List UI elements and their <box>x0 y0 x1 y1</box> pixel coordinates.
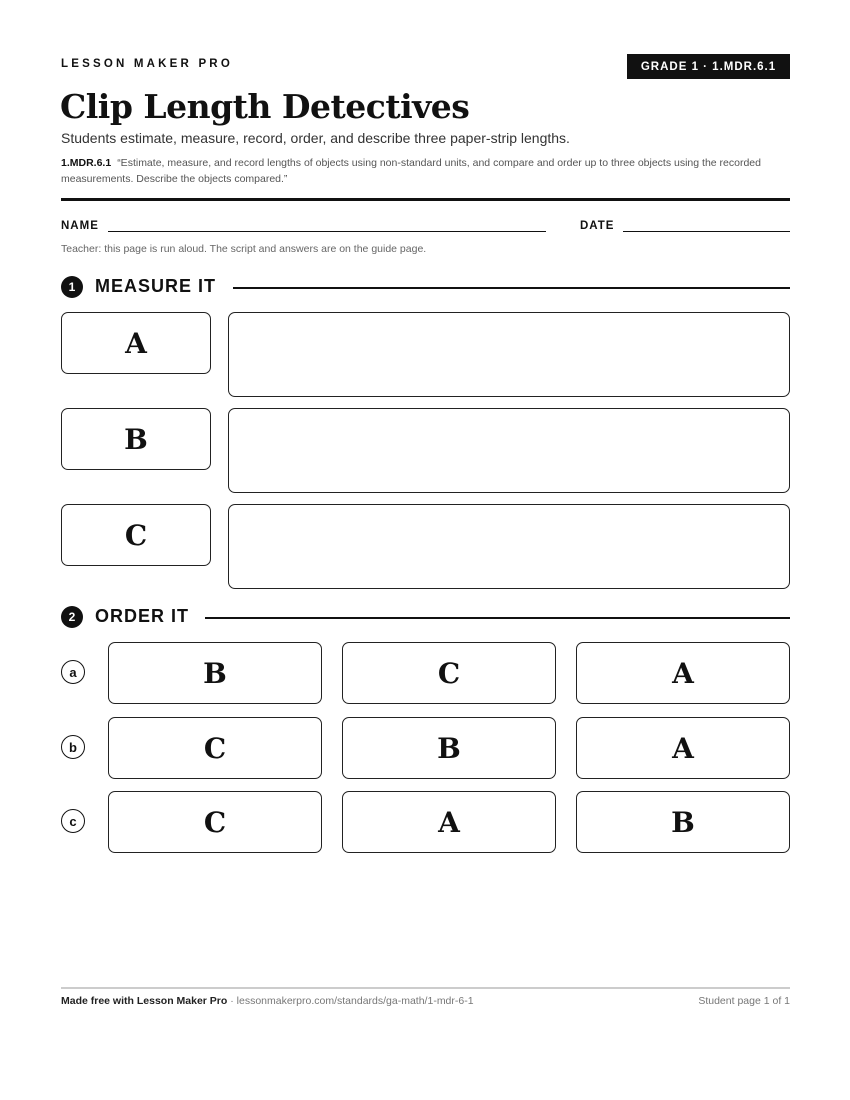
standard-code: 1.MDR.6.1 <box>61 157 112 169</box>
order-option-c-1[interactable]: C <box>108 791 322 853</box>
teacher-note: Teacher: this page is run aloud. The script and answers are on the guide page. <box>61 243 427 255</box>
date-label: DATE <box>580 220 615 232</box>
order-row-label-a: a <box>61 660 85 684</box>
section-1-number: 1 <box>61 276 83 298</box>
page-subtitle: Students estimate, measure, record, order, and describe three paper-strip lengths. <box>61 130 570 146</box>
order-option-a-2[interactable]: C <box>342 642 556 704</box>
strip-label-b: B <box>61 408 211 470</box>
strip-label-a: A <box>61 312 211 374</box>
measure-answer-box-a[interactable] <box>228 312 790 397</box>
section-2-title: ORDER IT <box>95 606 190 626</box>
order-option-b-2[interactable]: B <box>342 717 556 779</box>
name-field[interactable] <box>108 231 546 232</box>
strip-label-c: C <box>61 504 211 566</box>
order-option-b-3[interactable]: A <box>576 717 790 779</box>
brand-name: LESSON MAKER PRO <box>61 58 233 70</box>
section-1-title: MEASURE IT <box>95 276 217 296</box>
footer-url[interactable]: · lessonmakerpro.com/standards/ga-math/1-mdr-6-1 <box>227 995 474 1007</box>
standard-text: “Estimate, measure, and record lengths of objects using non-standard units, and compare and order up to three objects using the recorded measurements. Describe the objects compared.” <box>61 157 761 185</box>
standard-description <box>61 155 791 187</box>
name-label: NAME <box>61 220 99 232</box>
date-field[interactable] <box>623 231 790 232</box>
measure-answer-box-c[interactable] <box>228 504 790 589</box>
order-row-label-b: b <box>61 735 85 759</box>
order-option-b-1[interactable]: C <box>108 717 322 779</box>
footer-made-with: Made free with Lesson Maker Pro <box>61 995 228 1007</box>
order-option-a-1[interactable]: B <box>108 642 322 704</box>
section-2-rule <box>205 617 790 619</box>
footer-credit <box>61 995 474 1007</box>
grade-badge: GRADE 1 · 1.MDR.6.1 <box>627 54 790 79</box>
footer-divider <box>61 987 790 989</box>
measure-answer-box-b[interactable] <box>228 408 790 493</box>
footer-page-number: Student page 1 of 1 <box>698 995 790 1007</box>
page-title: Clip Length Detectives <box>60 87 470 126</box>
header-divider <box>61 198 790 201</box>
section-2-number: 2 <box>61 606 83 628</box>
order-row-label-c: c <box>61 809 85 833</box>
section-1-rule <box>233 287 790 289</box>
order-option-a-3[interactable]: A <box>576 642 790 704</box>
order-option-c-2[interactable]: A <box>342 791 556 853</box>
order-option-c-3[interactable]: B <box>576 791 790 853</box>
